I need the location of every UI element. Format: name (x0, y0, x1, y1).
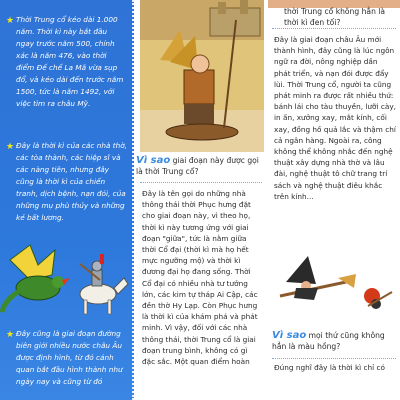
divider (272, 28, 396, 29)
sidebar-paragraph-3: ★ Đây cũng là giai đoạn đường biên giới nhiều nước châu Âu được định hình, từ đó cánh quan bắt đầu hình thành như ngày nay và cũng từ đó (6, 329, 123, 386)
divider (140, 182, 262, 183)
answer-paragraph-2: Đây là giai đoạn châu Âu mới thành hình, đây cũng là lúc ngôn ngữ ra đời, nông nghiệp dần phát triển, và nạn đói được đẩy lùi. Thời Trung cổ, người ta cũng phát minh ra được rất nhiều thứ: bánh lái cho tàu thuyền, lưỡi cày, in ấn, xưởng xay, mắt kính, cối xay, đồng hồ quả lắc và thậm chí cả ngân hàng. Ngoài ra, công không thể không nhắc đến nghệ thuật xây dựng nhà thờ và lâu đài, nghệ thuật tô chữ trang trí sách và nghệ thuật điêu khắc trên kính... (274, 35, 396, 201)
star-bullet-icon: ★ (6, 16, 15, 26)
star-bullet-icon: ★ (6, 330, 15, 340)
star-bullet-icon: ★ (6, 142, 15, 152)
answer-paragraph-1: Đây là tên gọi do những nhà thông thái thời Phục hưng đặt cho giai đoạn này, vì theo họ, thời kì này tương ứng với giai đoạn "giữa", tức là nằm giữa thời Cổ đại (thời kì mà họ hết mực ngưỡng mộ) và thời kì đương đại họ đang sống. Thời Cổ đại có nhiều nhà tư tưởng lớn, các kim tự tháp Ai Cập, các đền thờ Hy Lạp. Còn Phục hưng là thời kì của khám phá và phát minh. Vì vậy, đối với các nhà thông thái, thời Trung cổ là giai đoạn trung bình, không có gì đặc sắc. Một quan điểm hoàn (142, 189, 258, 367)
middle-column (136, 0, 264, 400)
sidebar-panel (0, 0, 134, 400)
question-heading-2: Vì sao mọi thứ cũng không hẳn là màu hồng? (272, 330, 385, 351)
right-column (268, 0, 400, 400)
sidebar-paragraph-2: ★ Đây là thời kì của các nhà thờ, các tòa thành, các hiệp sĩ và các nàng tiên, nhưng đây cũng là thời kì của chiến tranh, dịch bệnh, nạn đói, của những mụ phù thủy và những kẻ bất lương. (6, 141, 128, 222)
divider (272, 358, 396, 359)
question-heading-1: Vì sao giai đoạn này được gọi là thời Trung cổ? (136, 155, 259, 176)
dragon-knight-illustration (0, 240, 132, 320)
answer-paragraph-3: Đúng nghĩ đây là thời kì chỉ có (274, 363, 385, 372)
sidebar-paragraph-1: ★ Thời Trung cổ kéo dài 1.000 năm. Thời kì này bắt đầu ngay trước năm 500, chính xác là năm 476, vào thời điểm Đế chế La Mã vừa sụp đổ, và kéo dài đến trước năm 1500, tức là năm 1492, với việc tìm ra châu Mỹ. (6, 15, 124, 108)
medieval-peasant-illustration (140, 0, 264, 152)
witch-on-broom-illustration (276, 252, 396, 324)
question-heading-top: thời Trung cổ không hẳn là thời kì đen tối? (284, 7, 386, 27)
